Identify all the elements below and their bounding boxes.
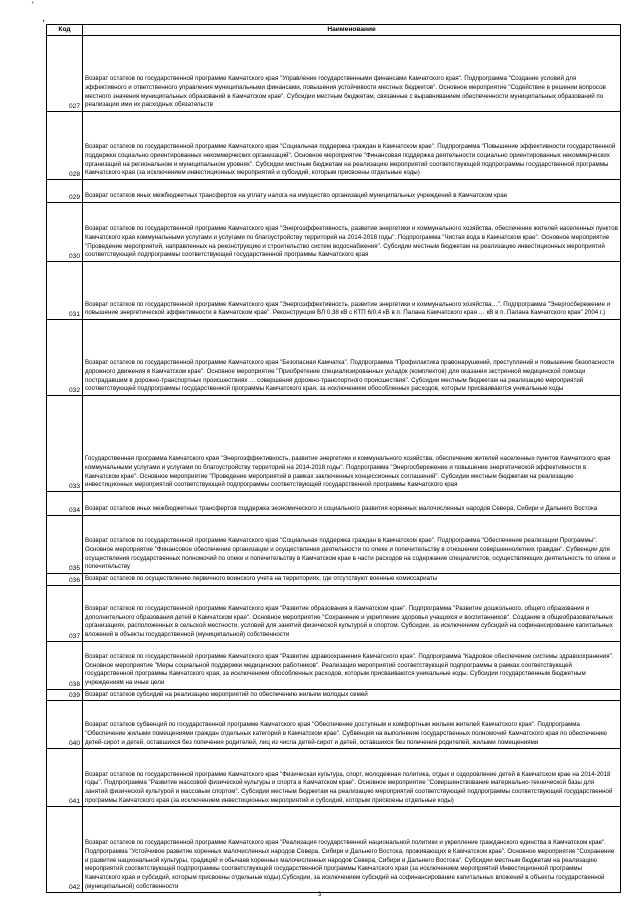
table-body — [47, 36, 621, 893]
table-row — [47, 701, 621, 749]
row-name: Возврат остатков по государственной программе Камчатского края "Реализация государственной национальной политики и укрепление гражданского единства в Камчатском крае". Подпрограмма "Устойчивое развитие коренных малочисленных народов Севера, Сибири и Дальнего Востока, проживающих в Камчатском крае". Основное мероприятие "Сохранение и развитие национальной культуры, традиций и обычаев коренных малочисленных народов Севера, Сибири и Дальнего Востока". Субсидии местным бюджетам на реализацию мероприятий соответствующей подпрограммы соответствующей государственной программы Камчатского края (за исключением мероприятий Инвестиционной программы Камчатского края и субсидий, которым присвоены отдельные коды).Субсидии, за исключением субсидий на софинансирование капитальных вложений в объекты государственной (муниципальной) собственности — [83, 807, 621, 893]
table-row — [47, 689, 621, 701]
row-name: Возврат остатков по государственной программе Камчатского края "Физическая культура, спорт, молодежная политика, отдых и оздоровление детей в Камчатском крае на 2014-2018 годы". Подпрограмма "Развитие массовой физической культуры и спорта в Камчатском крае". Основное мероприятие "Совершенствование материально-технической базы для занятий физической культурой и массовым спортом". Субсидии местным бюджетам на реализацию мероприятий соответствующей подпрограммы соответствующей государственной программы Камчатского края (за исключением инвестиционных мероприятий и субсидий, которым присвоены отдельные коды) — [83, 749, 621, 807]
table-row — [47, 492, 621, 516]
table-row — [47, 396, 621, 492]
row-name: Возврат остатков по государственной программе Камчатского края "Энергоэффективность, развитие энергетики и коммунального хозяйства, обеспечение жителей населенных пунктов Камчатского края коммунальными услугами и услугами по благоустройству территорий на 2014-2018 годы". Подпрограмма "Чистая вода в Камчатском крае". Основное мероприятие "Проведение мероприятий, направленных на реконструкцию и строительство систем водоснабжения". Субсидии местным бюджетам на реализацию инвестиционных мероприятий соответствующей подпрограммы соответствующей государственной программы Камчатского края — [83, 203, 621, 262]
row-name: Возврат остатков по государственной программе Камчатского края "Безопасная Камчатка". Подпрограмма "Профилактика правонарушений, преступлений и повышение безопасности дорожного движения в Камчатском крае". Основное мероприятие "Приобретение специализированных укладок (комплектов) для оказания экстренной медицинской помощи пострадавшим в дорожно-транспортных происшествиях … совершения дорожно-транспортного происшествия". Субсидии местным бюджетам на реализацию мероприятий соответствующей подпрограммы государственной программы Камчатского края, за исключением обособленных расходов, которым присваиваются уникальные коды — [83, 320, 621, 396]
row-name: Возврат остатков по государственной программе Камчатского края "Развитие образования в Камчатском крае". Подпрограмма "Развитие дошкольного, общего образования и дополнительного образования детей в Камчатском крае". Основное мероприятие "Сохранение и укрепление здоровья учащихся и воспитанников". Создание в общеобразовательных организациях, расположенных в сельской местности, условий для занятий физической культурой и спортом. Субсидии, за исключением субсидий на софинансирование капитальных вложений в объекты государственной (муниципальной) собственности — [83, 585, 621, 641]
table-row — [47, 203, 621, 262]
column-header-code: Код — [47, 25, 83, 36]
row-code: 042 — [47, 807, 83, 893]
table-row — [47, 36, 621, 112]
row-code: 040 — [47, 701, 83, 749]
scan-mark: ‚ — [42, 14, 45, 24]
budget-codes-table — [46, 24, 621, 893]
row-name: Возврат остатков по государственной программе Камчатского края "Энергоэффективность, развитие энергетики и коммунального хозяйства…". Подпрограмма "Энергосбережение и повышение энергетической эффективности в Камчатском крае". Реконструкция ВЛ 0,38 кВ с КТП 6/0,4 кВ в п. Палана Камчатского края … кВ в п. Палана Камчатского края" 2004 г.) — [83, 262, 621, 320]
row-code: 038 — [47, 641, 83, 689]
table-row — [47, 641, 621, 689]
row-code: 036 — [47, 574, 83, 586]
table-row — [47, 585, 621, 641]
row-name: Возврат остатков иных межбюджетных трансфертов поддержка экономического и социального развития коренных малочисленных народов Севера, Сибири и Дальнего Востока — [83, 492, 621, 516]
table-row — [47, 574, 621, 586]
row-code: 033 — [47, 396, 83, 492]
table-row — [47, 262, 621, 320]
row-code: 030 — [47, 203, 83, 262]
scan-mark: ´ — [30, 2, 35, 12]
row-code: 034 — [47, 492, 83, 516]
row-name: Возврат остатков по осуществлению первичного воинского учета на территориях, где отсутствуют военные комиссариаты — [83, 574, 621, 586]
row-name: Государственная программа Камчатского края "Энергоэффективность, развитие энергетики и коммунального хозяйства, обеспечение жителей населенных пунктов Камчатского края коммунальными услугами и услугами по благоустройству территорий на 2014-2018 годы". Подпрограмма "Энергосбережение и повышение энергетической эффективности в Камчатском крае". Основное мероприятие "Проведение мероприятий в рамках заключенных концессионных соглашений". Субсидии местным бюджетам на реализацию инвестиционных мероприятий соответствующей подпрограммы соответствующей государственной программы Камчатского края — [83, 396, 621, 492]
row-code: 032 — [47, 320, 83, 396]
row-name: Возврат остатков субвенций по государственной программе Камчатского края "Обеспечение доступным и комфортным жильем жителей Камчатского края". Подпрограмма "Обеспечение жилыми помещениями граждан отдельных категорий в Камчатском крае". Субвенция на выполнение государственных полномочий Камчатского края по обеспечению детей-сирот и детей, оставшихся без попечения родителей, лиц из числа детей-сирот и детей, оставшихся без попечения родителей, жилыми помещениями — [83, 701, 621, 749]
row-name: Возврат остатков по государственной программе Камчатского края "Развитие здравоохранения Камчатского края". Подпрограмма "Кадровое обеспечение системы здравоохранения". Основное мероприятие "Меры социальной поддержки медицинских работников". Реализация мероприятий соответствующей подпрограммы в рамках соответствующей государственной программы Камчатского края, за исключением обособленных расходов, которым присваиваются уникальные коды. Субсидии государственным бюджетным учреждениям на иные цели — [83, 641, 621, 689]
table-row — [47, 749, 621, 807]
row-code: 027 — [47, 36, 83, 112]
table-row — [47, 320, 621, 396]
table-row — [47, 807, 621, 893]
row-name: Возврат остатков по государственной программе Камчатского края "Социальная поддержка граждан в Камчатском крае". Подпрограмма "Повышение эффективности государственной поддержки социально ориентированных некоммерческих организаций". Основное мероприятие "Финансовая поддержка деятельности социально ориентированных некоммерческих организаций на региональном и муниципальном уровнях". Субсидии местным бюджетам на реализацию мероприятий соответствующей подпрограммы государственной программы Камчатского края (за исключением инвестиционных мероприятий и субсидий, которым присвоены отдельные коды) — [83, 112, 621, 180]
table-row — [47, 516, 621, 574]
row-code: 035 — [47, 516, 83, 574]
page-number: 3 — [318, 892, 322, 898]
row-name: Возврат остатков по государственной программе Камчатского края "Управление государственными финансами Камчатского края". Подпрограмма "Создание условий для эффективного и ответственного управления муниципальными финансами, повышения устойчивости местных бюджетов". Основное мероприятие "Содействие в решении вопросов местного значения муниципальных образований в Камчатском крае". Субсидии местным бюджетам, связанные с выравниванием обеспеченности муниципальных образований по реализации ими их расходных обязательств — [83, 36, 621, 112]
table-row — [47, 112, 621, 180]
row-code: 041 — [47, 749, 83, 807]
row-code: 031 — [47, 262, 83, 320]
table-row — [47, 180, 621, 203]
row-code: 028 — [47, 112, 83, 180]
row-name: Возврат остатков субсидий на реализацию мероприятий по обеспечению жильем молодых семей — [83, 689, 621, 701]
row-code: 039 — [47, 689, 83, 701]
row-code: 029 — [47, 180, 83, 203]
row-name: Возврат остатков по государственной программе Камчатского края "Социальная поддержка граждан в Камчатском крае". Подпрограмма "Обеспечение реализации Программы". Основное мероприятие "Финансовое обеспечение организации и осуществления деятельности по опеке и попечительству в отношении совершеннолетних граждан". Субвенции для осуществления государственных полномочий по опеке и попечительству в Камчатском крае в части расходов на содержание специалистов, осуществляющих деятельность по опеке и попечительству — [83, 516, 621, 574]
column-header-name: Наименование — [83, 25, 621, 36]
table-header — [47, 25, 621, 36]
row-code: 037 — [47, 585, 83, 641]
row-name: Возврат остатков иных межбюджетных трансфертов на уплату налога на имущество организаций муниципальных учреждений в Камчатском крае — [83, 180, 621, 203]
